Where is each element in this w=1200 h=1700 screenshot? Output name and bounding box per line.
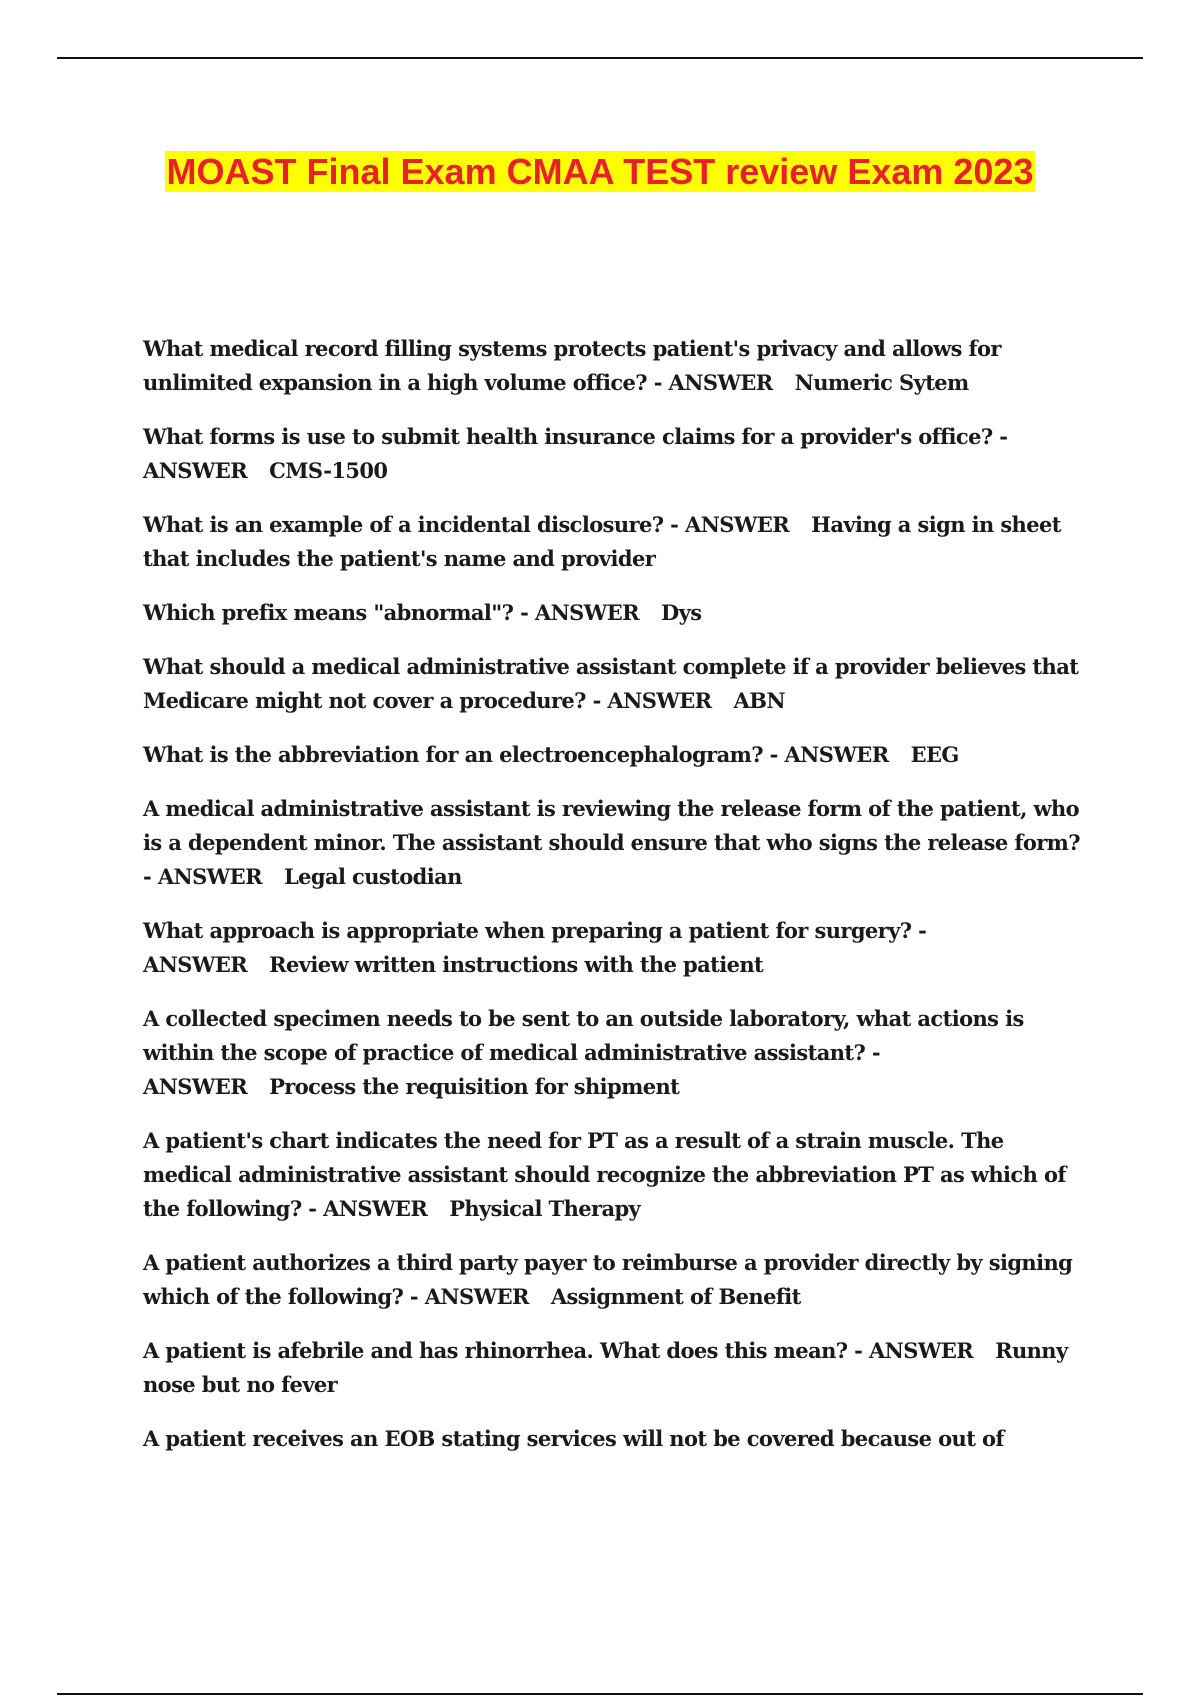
question-text: What is the abbreviation for an electroencephalogram? - ANSWER	[143, 742, 889, 767]
question-text: What medical record filling systems protects patient's privacy and allows for unlimited expansion in a high volume office? - ANSWER	[143, 336, 1001, 395]
document-title: MOAST Final Exam CMAA TEST review Exam 2023	[166, 151, 1034, 192]
qa-item	[143, 1124, 1093, 1226]
question-text: A collected specimen needs to be sent to an outside laboratory, what actions is within the scope of practice of medical administrative assistant? - ANSWER	[143, 1006, 1024, 1099]
question-text: What is an example of a incidental disclosure? - ANSWER	[143, 512, 790, 537]
question-text: Which prefix means "abnormal"? - ANSWER	[143, 600, 639, 625]
question-text: A patient receives an EOB stating services will not be covered because out of	[143, 1426, 1004, 1451]
qa-item	[143, 1246, 1093, 1314]
qa-item	[143, 650, 1093, 718]
answer-text: Review written instructions with the patient	[269, 952, 764, 977]
qa-list	[143, 332, 1093, 1476]
qa-item	[143, 914, 1093, 982]
answer-text: Numeric Sytem	[794, 370, 969, 395]
answer-text: Dys	[661, 600, 702, 625]
answer-text: CMS-1500	[269, 458, 388, 483]
answer-text: EEG	[910, 742, 959, 767]
question-text: A patient's chart indicates the need for PT as a result of a strain muscle. The medical administrative assistant should recognize the abbreviation PT as which of the following? - ANSWER	[143, 1128, 1066, 1221]
answer-text: ABN	[733, 688, 785, 713]
qa-item	[143, 1422, 1093, 1456]
answer-text: Legal custodian	[283, 864, 462, 889]
question-text: What forms is use to submit health insurance claims for a provider's office? - ANSWER	[143, 424, 1008, 483]
qa-item	[143, 332, 1093, 400]
qa-item	[143, 1002, 1093, 1104]
answer-text: Process the requisition for shipment	[269, 1074, 680, 1099]
question-text: A patient is afebrile and has rhinorrhea. What does this mean? - ANSWER	[143, 1338, 974, 1363]
question-text: What should a medical administrative assistant complete if a provider believes that Medicare might not cover a procedure? - ANSWER	[143, 654, 1079, 713]
question-text: A patient authorizes a third party payer to reimburse a provider directly by signing which of the following? - ANSWER	[143, 1250, 1073, 1309]
qa-item	[143, 596, 1093, 630]
qa-item	[143, 508, 1093, 576]
answer-text: Physical Therapy	[449, 1196, 641, 1221]
qa-item	[143, 738, 1093, 772]
title-block	[0, 143, 1200, 201]
top-rule	[57, 57, 1143, 59]
qa-item	[143, 1334, 1093, 1402]
bottom-rule	[57, 1693, 1143, 1695]
answer-text: Having a sign in sheet that includes the patient's name and provider	[143, 512, 1061, 571]
question-text: A medical administrative assistant is reviewing the release form of the patient, who is a dependent minor. The assistant should ensure that who signs the release form? - ANSWER	[143, 796, 1081, 889]
question-text: What approach is appropriate when preparing a patient for surgery? - ANSWER	[143, 918, 927, 977]
qa-item	[143, 792, 1093, 894]
answer-text: Runny nose but no fever	[143, 1338, 1068, 1397]
qa-item	[143, 420, 1093, 488]
answer-text: Assignment of Benefit	[550, 1284, 801, 1309]
